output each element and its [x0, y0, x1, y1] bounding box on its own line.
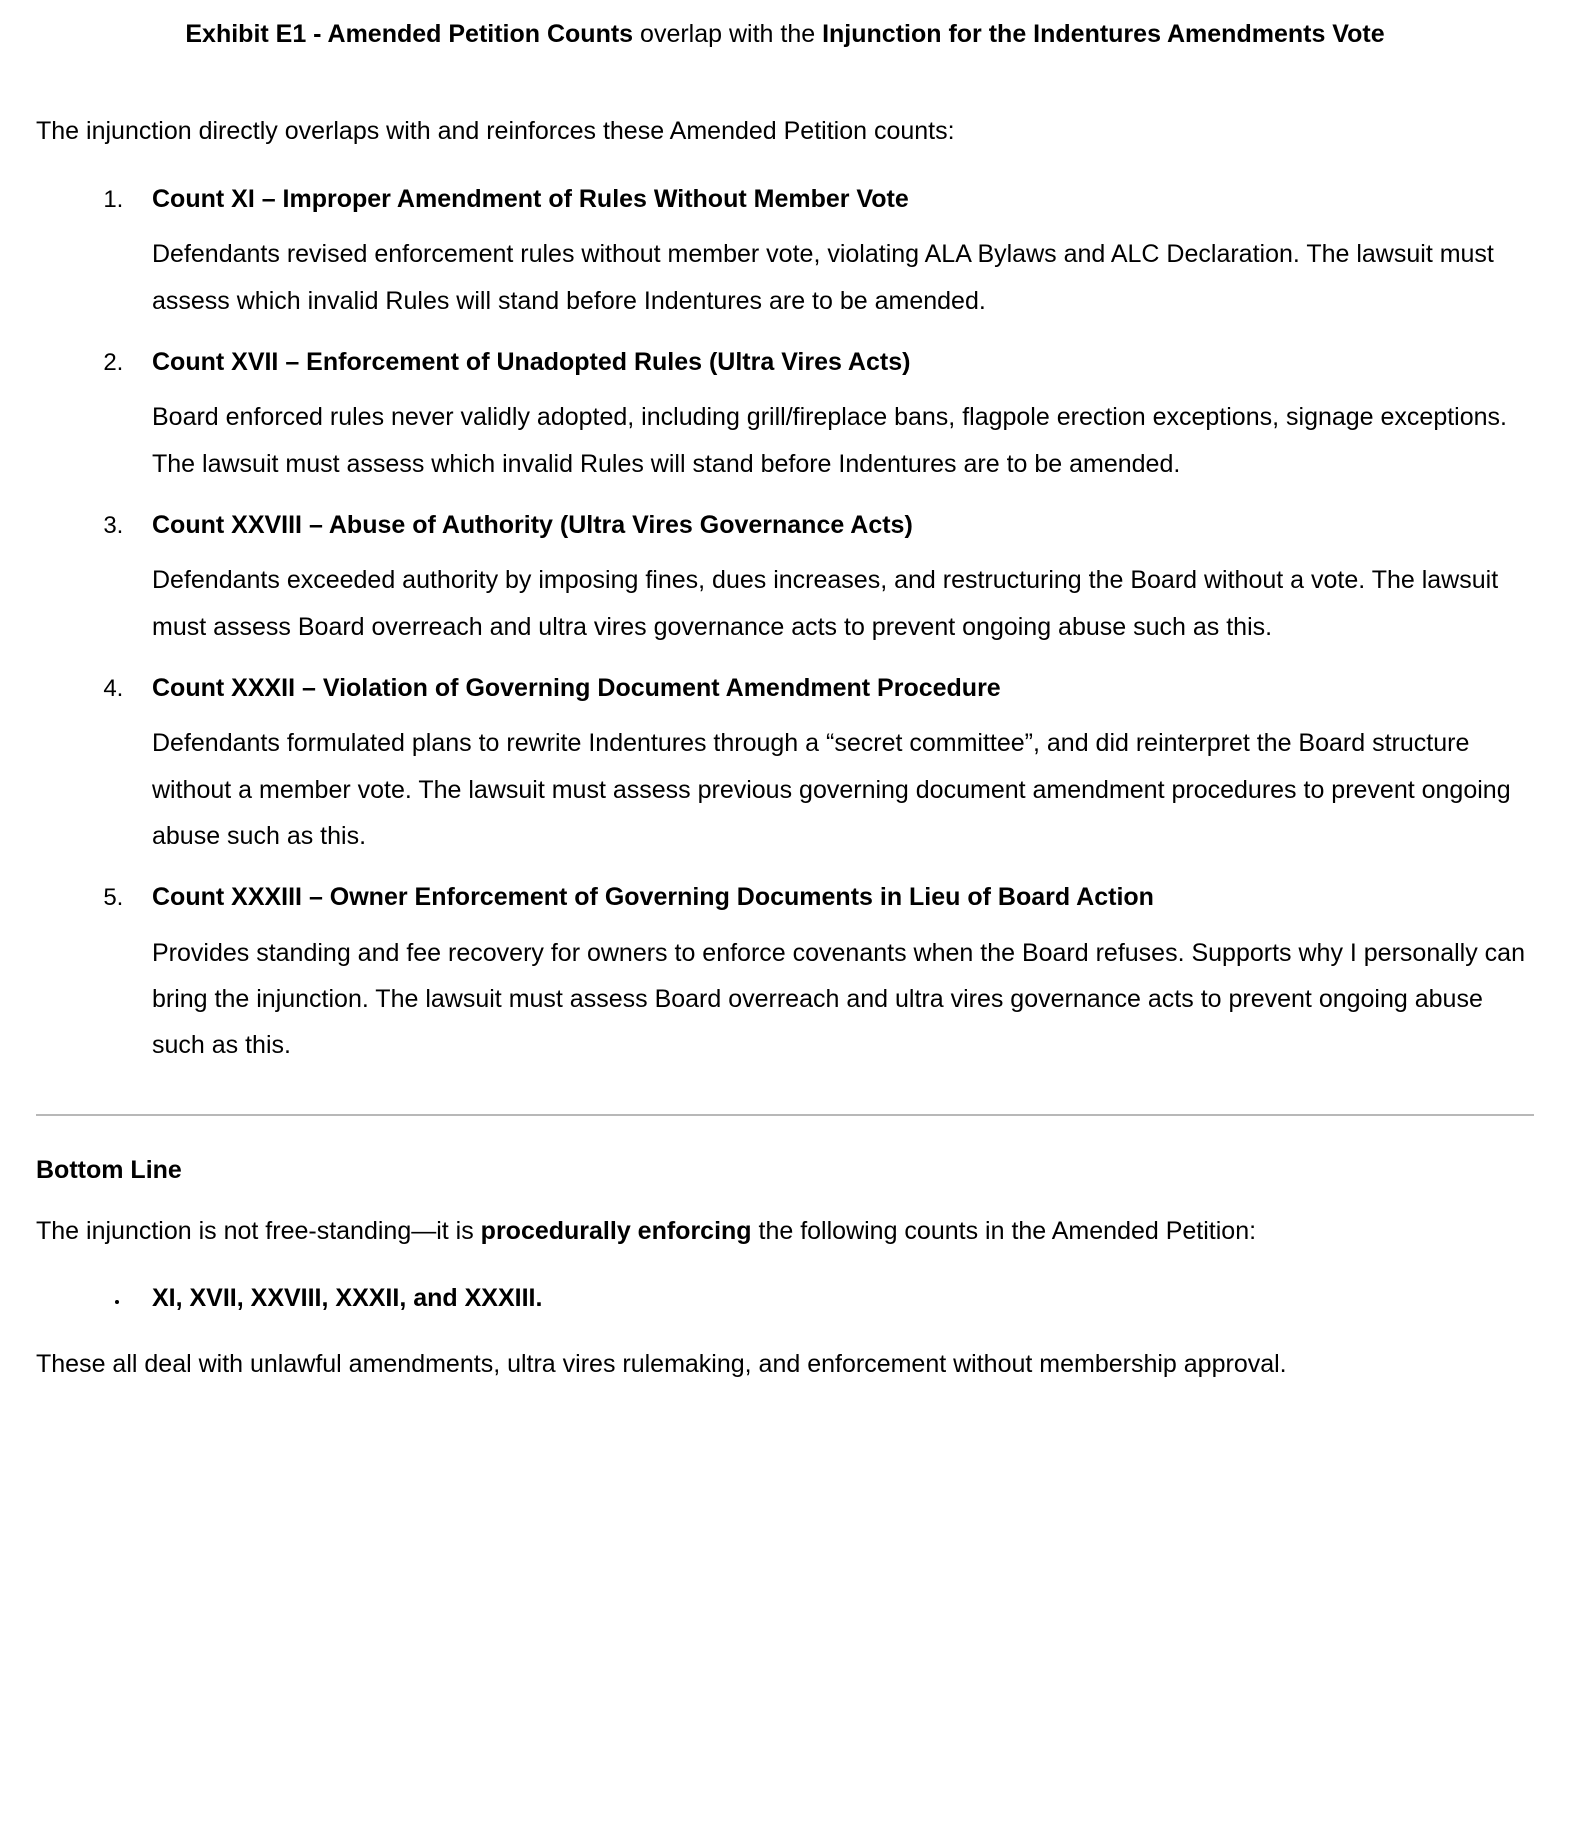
list-item: [130, 183, 1534, 324]
list-item: [130, 672, 1534, 859]
bottom-line-lead-after: the following counts in the Amended Petition:: [751, 1217, 1257, 1246]
count-body: Board enforced rules never validly adopted, including grill/fireplace bans, flagpole erection exceptions, signage exceptions. The lawsuit must assess which invalid Rules will stand before Indentures are to be amended.: [152, 403, 1507, 478]
page-title-prefix: Exhibit E1 - Amended Petition Counts: [185, 20, 634, 48]
bottom-line-lead: [36, 1213, 1534, 1251]
list-item: [130, 1281, 1534, 1316]
count-heading: 5. Count XXXIII – Owner Enforcement of Governing Documents in Lieu of Board Action: [152, 883, 1154, 911]
count-heading: 1. Count XI – Improper Amendment of Rules Without Member Vote: [152, 184, 909, 213]
bottom-line-heading: Bottom Line: [36, 1156, 182, 1185]
list-item: [130, 509, 1534, 650]
bottom-line-lead-bold: procedurally enforcing: [480, 1217, 752, 1246]
count-heading: 2. Count XVII – Enforcement of Unadopted Rules (Ultra Vires Acts): [152, 347, 911, 376]
bottom-line-lead-before: The injunction is not free-standing—it is: [36, 1217, 481, 1246]
count-body: Defendants exceeded authority by imposing fines, dues increases, and restructuring the Board without a vote. The lawsuit must assess Board overreach and ultra vires governance acts to prevent ongoing abuse such as this.: [152, 566, 1499, 641]
list-item: [130, 881, 1534, 1068]
page-title-suffix: Injunction for the Indentures Amendments Vote: [822, 20, 1385, 48]
closing-paragraph: These all deal with unlawful amendments, ultra vires rulemaking, and enforcement without membership approval.: [36, 1349, 1287, 1378]
page-title: [36, 18, 1534, 51]
count-body: Defendants revised enforcement rules without member vote, violating ALA Bylaws and ALC Declaration. The lawsuit must assess which invalid Rules will stand before Indentures are to be amended.: [152, 240, 1494, 315]
section-divider: [36, 1114, 1534, 1116]
count-body: Defendants formulated plans to rewrite Indentures through a “secret committee”, and did reinterpret the Board structure without a member vote. The lawsuit must assess previous governing document amendment procedures to prevent ongoing abuse such as this.: [152, 729, 1511, 850]
count-heading: 4. Count XXXII – Violation of Governing Document Amendment Procedure: [152, 673, 1001, 702]
list-item: [130, 346, 1534, 487]
bullet-label: XI, XVII, XXVIII, XXXII, and XXXIII.: [152, 1283, 543, 1312]
page-title-middle: overlap with the: [633, 20, 823, 48]
bottom-line-bullets: [36, 1281, 1534, 1316]
counts-list: [36, 183, 1534, 1069]
count-heading: 3. Count XXVIII – Abuse of Authority (Ultra Vires Governance Acts): [152, 510, 913, 539]
intro-paragraph: The injunction directly overlaps with and reinforces these Amended Petition counts:: [36, 116, 955, 145]
count-body: Provides standing and fee recovery for owners to enforce covenants when the Board refuses. Supports why I personally can bring the injunction. The lawsuit must assess Board overreach and ultra vires governance acts to prevent ongoing abuse such as this.: [152, 938, 1525, 1059]
